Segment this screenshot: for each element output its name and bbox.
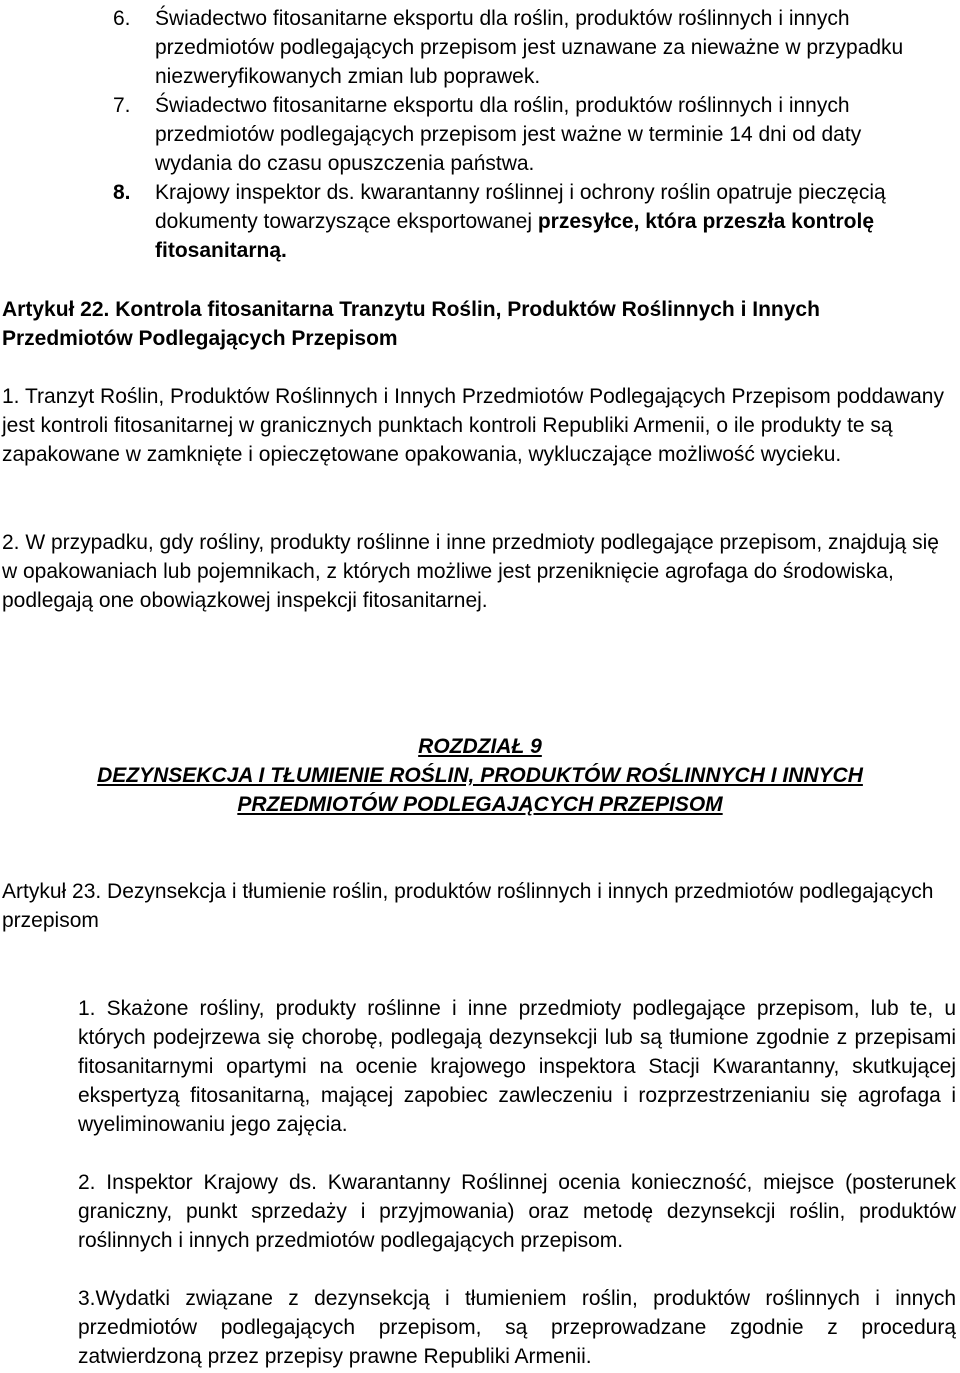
article-23-paragraph-3: 3.Wydatki związane z dezynsekcją i tłumieniem roślin, produktów roślinnych i innych przedmiotów podlegających przepisom, są przeprowadzane zgodnie z procedurą zatwierdzoną przez przepisy prawne Republiki Armenii. (78, 1287, 956, 1368)
chapter-number: ROZDZIAŁ 9 (418, 735, 542, 758)
article-23-paragraph-2: 2. Inspektor Krajowy ds. Kwarantanny Roślinnej ocenia konieczność, miejsce (posterunek graniczny, punkt sprzedaży i przyjmowania) oraz metodę dezynsekcji roślin, produktów roślinnych i innych przedmiotów podlegających przepisom. (78, 1171, 956, 1252)
article-23-heading: Artykuł 23. Dezynsekcja i tłumienie roślin, produktów roślinnych i innych przedmiotów podlegających przepisom (2, 880, 934, 932)
list-item-text (155, 178, 933, 265)
list-item-8 (113, 178, 933, 265)
article-22-paragraph-2: 2. W przypadku, gdy rośliny, produkty roślinne i inne przedmioty podlegające przepisom, znajdują się w opakowaniach lub pojemnikach, z których możliwe jest przeniknięcie agrofaga do środowiska, podlegają one obowiązkowej inspekcji fitosanitarnej. (2, 531, 939, 612)
list-item-number: 7. (113, 94, 131, 117)
list-item-text-bold: przesyłce, która przeszła kontrolę fitosanitarną. (155, 210, 874, 262)
list-item-text: Świadectwo fitosanitarne eksportu dla roślin, produktów roślinnych i innych przedmiotów podlegających przepisom jest ważne w terminie 14 dni od daty wydania do czasu opuszczenia państwa. (155, 94, 862, 175)
list-item-7 (113, 91, 933, 178)
list-item-6 (113, 4, 933, 91)
article-22-paragraph-1: 1. Tranzyt Roślin, Produktów Roślinnych i Innych Przedmiotów Podlegających Przepisom poddawany jest kontroli fitosanitarnej w granicznych punktach kontroli Republiki Armenii, o ile produkty te są zapakowane w zamknięte i opieczętowane opakowania, wykluczające możliwość wycieku. (2, 385, 944, 466)
list-item-number: 8. (113, 181, 131, 204)
list-item-text-plain: Krajowy inspektor ds. kwarantanny roślinnej i ochrony roślin opatruje pieczęcią dokumenty towarzyszące eksportowanej (155, 181, 886, 233)
article-22-heading: Artykuł 22. Kontrola fitosanitarna Tranzytu Roślin, Produktów Roślinnych i Innych Przedmiotów Podlegających Przepisom (2, 298, 820, 350)
chapter-title-line-1: DEZYNSEKCJA I TŁUMIENIE ROŚLIN, PRODUKTÓW ROŚLINNYCH I INNYCH (97, 764, 863, 787)
list-item-text: Świadectwo fitosanitarne eksportu dla roślin, produktów roślinnych i innych przedmiotów podlegających przepisom jest uznawane za nieważne w przypadku niezweryfikowanych zmian lub poprawek. (155, 7, 904, 88)
list-item-number: 6. (113, 7, 131, 30)
article-23-paragraph-1: 1. Skażone rośliny, produkty roślinne i inne przedmioty podlegające przepisom, lub te, u których podejrzewa się chorobę, podlegają dezynsekcji lub są tłumione zgodnie z przepisami fitosanitarnymi opartymi na ocenie krajowego inspektora Stacji Kwarantanny, skutkującej ekspertyzą fitosanitarną, mającej zapobiec zawleczeniu i rozprzestrzenianiu się agrofaga i wyeliminowaniu jego zajęcia. (78, 997, 956, 1136)
chapter-title-line-2: PRZEDMIOTÓW PODLEGAJĄCYCH PRZEPISOM (237, 793, 723, 816)
